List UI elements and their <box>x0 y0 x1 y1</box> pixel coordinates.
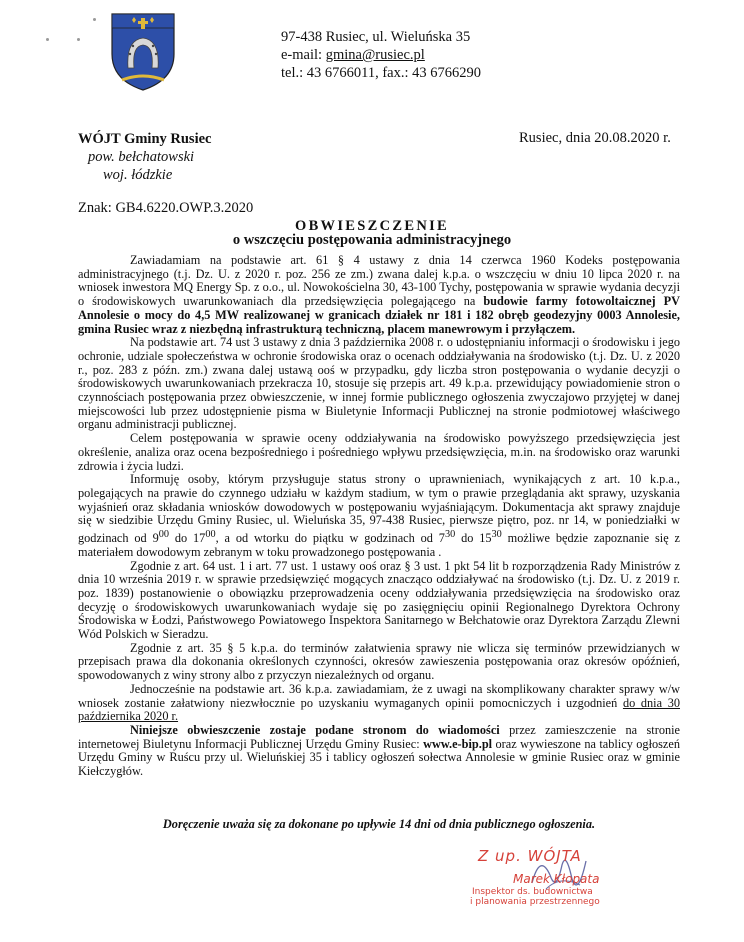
issuer-county: pow. bełchatowski <box>88 149 195 165</box>
issuer-voivodeship: woj. łódzkie <box>103 167 173 183</box>
time-superscript: 30 <box>491 529 502 541</box>
paragraph-3: Celem postępowania w sprawie oceny oddziaływania na środowisko powyższego przedsięwzięcia jest określenie, analiza oraz ocena bezpośredniego i pośredniego wpływu przedsięwzięcia, m.in. na środowisko oraz warunki zdrowia i życia ludzi. <box>78 431 680 473</box>
bip-link[interactable]: www.e-bip.pl <box>423 736 493 751</box>
stamp-name: Marek Kłopata <box>513 872 600 886</box>
paragraph-8 <box>78 724 680 779</box>
time-superscript: 00 <box>158 529 169 541</box>
coat-of-arms-icon <box>108 10 178 92</box>
paragraph-4-text: Informuję osoby, którym przysługuje status strony o uprawnieniach, wynikających z art. 10 k.p.a., polegających na prawie do czynnego udziału w każdym stadium, w tym o prawie przeglądania akt sprawy, uzyskania wyjaśnień oraz składania wniosków dowodowych w postępowaniu wyjaśniającym. Dokumentacja akt sprawy znajduje się w siedzibie Urzędu Gminy Rusiec, ul. Wieluńska 35, 97-438 Rusiec, pierwsze piętro, poz. nr 14, w poniedziałki w godzinach od 9 <box>78 472 680 546</box>
email-link[interactable]: gmina@rusiec.pl <box>325 47 425 63</box>
notice-body <box>78 254 680 779</box>
paragraph-4 <box>78 473 680 559</box>
reference-number: Znak: GB4.6220.OWP.3.2020 <box>78 200 254 216</box>
office-email-line <box>281 46 481 64</box>
paragraph-5: Zgodnie z art. 64 ust. 1 i art. 77 ust. 1 ustawy ooś oraz § 3 ust. 1 pkt 54 lit b rozporządzenia Rady Ministrów z dnia 10 września 2019 r. w sprawie przedsięwzięć mogących znacząco oddziaływać na środowisko (t.j. Dz. U. z 2019 r. poz. 1839) postanowienie o obowiązku przeprowadzenia oceny oddziaływania przedsięwzięcia na środowisko oraz decyzję o środowiskowych uwarunkowaniach wydaje się po zasięgnięciu opinii Regionalnego Dyrektora Ochrony Środowiska w Łodzi, Państwowego Powiatowego Inspektora Sanitarnego w Bełchatowie oraz Dyrektora Zarządu Zlewni Wód Polskich w Sieradzu. <box>78 558 680 642</box>
paragraph-6: Zgodnie z art. 35 § 5 k.p.a. do terminów załatwienia sprawy nie wlicza się terminów przewidzianych w przepisach prawa dla dokonania określonych czynności, okresów zawieszenia postępowania oraz okresów opóźnień, spowodowanych z winy strony albo z przyczyn niezależnych od organu. <box>78 640 680 683</box>
document-title: OBWIESZCZENIE <box>295 218 449 234</box>
office-phone-fax: tel.: 43 6766011, fax.: 43 6766290 <box>281 65 482 81</box>
issuer-block <box>78 130 211 184</box>
time-superscript: 30 <box>444 529 456 541</box>
paragraph-8-text: przez zamieszczenie na stronie internetowej Biuletynu Informacji Publicznej Urzędu Gminy Rusiec: <box>78 723 680 751</box>
paragraph-4-text: , a od wtorku do piątku w godzinach od 7 <box>215 531 445 546</box>
scan-speck <box>93 18 96 21</box>
project-description: budowie farmy fotowoltaicznej PV Annolesie o mocy do 4,5 MW realizowanej w granicach działek nr 181 i 182 obręb geodezyjny 0003 Annolesie, gmina Rusiec wraz z niezbędną infrastrukturą techniczną, placem manewrowym i przyłączem. <box>78 294 680 336</box>
scan-speck <box>46 38 49 41</box>
paragraph-1-text: Zawiadamiam na podstawie art. 61 § 4 ustawy z dnia 14 czerwca 1960 Kodeks postępowania administracyjnego (t.j. Dz. U. z 2020 r. poz. 256 ze zm.) zwana dalej k.p.a. o wszczęciu w dniu 10 lipca 2020 r. na wniosek inwestora MQ Energy Sp. z o.o., ul. Nowokościelna 30, 43-100 Tychy, postępowania w sprawie wydania decyzji o środowiskowych uwarunkowaniach dla przedsięwzięcia polegającego na <box>78 253 680 309</box>
paragraph-1 <box>78 254 680 336</box>
paragraph-7 <box>78 683 680 724</box>
closing-note: Doręczenie uważa się za dokonane po upływie 14 dni od dnia publicznego ogłoszenia. <box>162 817 596 831</box>
paragraph-8-lead: Niniejsze obwieszczenie zostaje podane stronom do wiadomości <box>130 723 500 737</box>
paragraph-4-text: do 17 <box>168 531 206 546</box>
stamp-role: Inspektor ds. budownictwa <box>472 887 593 897</box>
paragraph-4-text: możliwe będzie zapoznanie się z materiałem dowodowym zebranym w toku prowadzonego postępowania . <box>78 531 680 559</box>
paragraph-8-text: oraz wywieszone na tablicy ogłoszeń Urzędu Gminy w Ruścu przy ul. Wieluńskiej 35 i tablicy ogłoszeń sołectwa Annolesie w gminie Rusiec oraz w gminie Kiełczygłów. <box>78 736 680 779</box>
paragraph-2: Na podstawie art. 74 ust 3 ustawy z dnia 3 października 2008 r. o udostępnianiu informacji o środowisku i jego ochronie, udziale społeczeństwa w ochronie środowiska oraz o ocenach oddziaływania na środowisko (t.j. Dz. U. z 2020 r., poz. 283 z późn. zm.) zwana dalej ustawą ooś w przypadku, gdy liczba stron postępowania o wydanie decyzji o środowiskowych uwarunkowaniach przekracza 10, stosuje się przepis art. 49 k.p.a. przewidujący powiadomienie stron o czynnościach postępowania przez obwieszczenie, w innej formie publicznego ogłoszenia zwyczajowo przyjętej w danej miejscowości lub przez udostępnienie pisma w Biuletynie Informacji Publicznej na stronie podmiotowej właściwego organu administracji publicznej. <box>78 335 680 432</box>
paragraph-4-text: do 15 <box>455 531 492 546</box>
paragraph-7-text: Jednocześnie na podstawie art. 36 k.p.a. zawiadamiam, że z uwagi na skomplikowany charakter sprawy w/w wniosek zostanie załatwiony niezwłocznie po uzyskaniu wymaganych opinii pomocniczych i uzgodnień <box>78 681 680 710</box>
issuer-office: WÓJT Gminy Rusiec <box>78 131 212 147</box>
office-address: 97-438 Rusiec, ul. Wieluńska 35 <box>281 29 471 45</box>
place-date: Rusiec, dnia 20.08.2020 r. <box>519 130 671 146</box>
deadline-date: do dnia 30 października 2020 r. <box>78 695 680 724</box>
email-prefix: e-mail: <box>281 47 326 63</box>
scan-speck <box>77 38 80 41</box>
time-superscript: 00 <box>205 529 216 541</box>
stamp-authorization: Z up. WÓJTA <box>478 847 582 865</box>
contact-header <box>281 28 481 82</box>
stamp-role-2: i planowania przestrzennego <box>470 897 600 907</box>
document-subtitle: o wszczęciu postępowania administracyjnego <box>232 232 512 248</box>
